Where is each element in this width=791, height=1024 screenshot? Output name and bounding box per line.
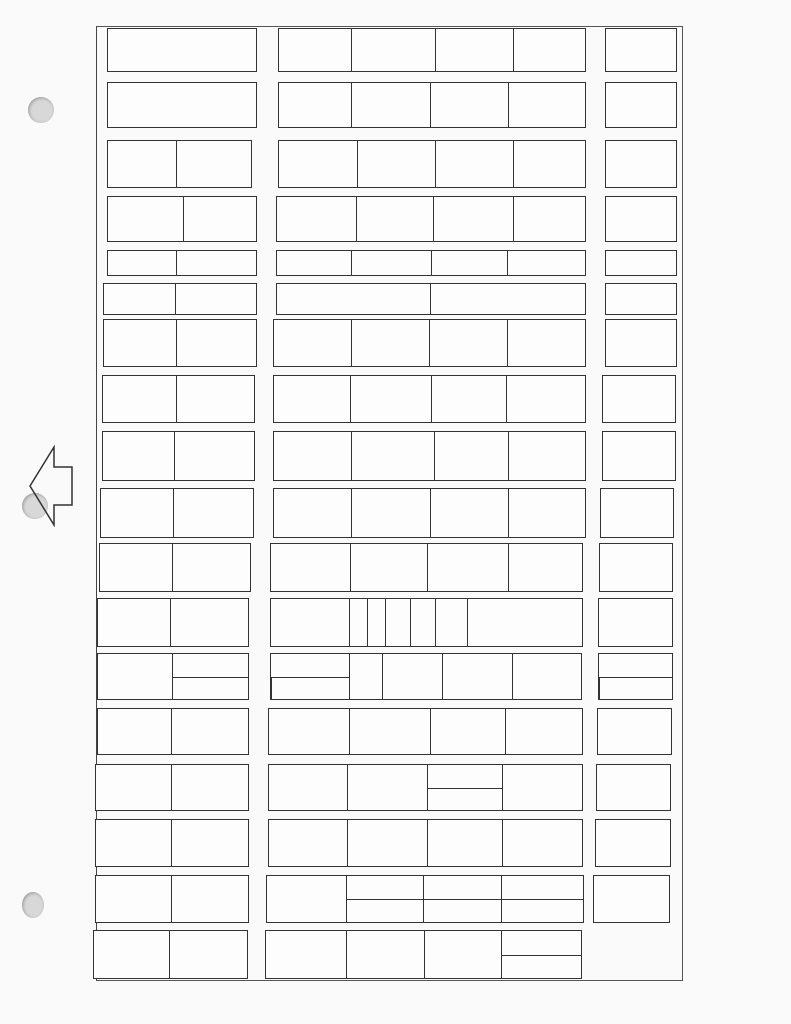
north-arrow-icon bbox=[28, 445, 76, 527]
burial-plot[interactable] bbox=[347, 765, 427, 810]
burial-plot[interactable] bbox=[274, 432, 351, 480]
plot-block bbox=[605, 196, 677, 242]
plot-block bbox=[597, 708, 672, 755]
plot-block bbox=[273, 488, 586, 538]
plot-block bbox=[265, 930, 582, 979]
burial-plot[interactable] bbox=[427, 765, 502, 788]
plot-block bbox=[605, 28, 677, 72]
burial-plot[interactable] bbox=[599, 654, 672, 677]
burial-plot[interactable] bbox=[606, 83, 676, 127]
plot-block bbox=[593, 875, 670, 923]
burial-plot[interactable] bbox=[104, 284, 175, 314]
plot-block bbox=[278, 82, 586, 128]
plot-block bbox=[270, 598, 583, 647]
burial-plot[interactable] bbox=[435, 141, 513, 187]
burial-plot[interactable] bbox=[351, 432, 434, 480]
plot-block bbox=[270, 543, 583, 592]
burial-plot[interactable] bbox=[606, 197, 676, 241]
plot-block bbox=[100, 488, 254, 538]
burial-plot[interactable] bbox=[170, 599, 248, 646]
burial-plot[interactable] bbox=[606, 284, 676, 314]
plot-block bbox=[273, 375, 586, 423]
burial-plot[interactable] bbox=[171, 820, 248, 866]
burial-plot[interactable] bbox=[597, 765, 670, 810]
burial-plot[interactable] bbox=[346, 876, 423, 899]
plot-block bbox=[268, 819, 583, 867]
plot-block bbox=[266, 875, 584, 923]
burial-plot[interactable] bbox=[431, 376, 506, 422]
plot-block bbox=[107, 196, 257, 242]
punch-hole bbox=[28, 97, 54, 123]
burial-plot[interactable] bbox=[350, 376, 431, 422]
burial-plot[interactable] bbox=[594, 876, 669, 922]
burial-plot[interactable] bbox=[269, 709, 349, 754]
burial-plot[interactable] bbox=[433, 197, 513, 241]
plot-block bbox=[273, 431, 586, 481]
burial-plot[interactable] bbox=[271, 599, 349, 646]
burial-plot[interactable] bbox=[502, 820, 582, 866]
plot-block bbox=[273, 319, 586, 367]
burial-plot[interactable] bbox=[267, 876, 346, 922]
plot-block bbox=[102, 431, 255, 481]
burial-plot[interactable] bbox=[176, 251, 256, 275]
plot-block bbox=[278, 28, 586, 72]
plot-block bbox=[598, 653, 673, 700]
plot-block bbox=[605, 319, 677, 367]
plot-block bbox=[103, 319, 257, 367]
plot-block bbox=[107, 28, 257, 72]
burial-plot[interactable] bbox=[176, 141, 251, 187]
burial-plot[interactable] bbox=[96, 876, 171, 922]
plot-block bbox=[276, 196, 586, 242]
burial-plot[interactable] bbox=[506, 376, 585, 422]
burial-plot[interactable] bbox=[603, 432, 675, 480]
burial-plot[interactable] bbox=[174, 432, 254, 480]
burial-plot[interactable] bbox=[100, 544, 172, 591]
burial-plot[interactable] bbox=[351, 29, 435, 71]
burial-plot[interactable] bbox=[279, 83, 351, 127]
burial-plot[interactable] bbox=[269, 765, 347, 810]
burial-plot[interactable] bbox=[501, 955, 581, 979]
burial-plot[interactable] bbox=[513, 29, 585, 71]
burial-plot[interactable] bbox=[424, 931, 501, 978]
burial-plot[interactable] bbox=[173, 489, 253, 537]
north-arrow bbox=[28, 445, 76, 531]
burial-plot[interactable] bbox=[429, 320, 507, 366]
plot-block bbox=[97, 598, 249, 647]
burial-plot[interactable] bbox=[349, 599, 367, 646]
burial-plot[interactable] bbox=[172, 677, 248, 700]
burial-plot[interactable] bbox=[266, 931, 346, 978]
burial-plot[interactable] bbox=[351, 251, 431, 275]
burial-plot[interactable] bbox=[508, 489, 585, 537]
burial-plot[interactable] bbox=[513, 197, 585, 241]
burial-plot[interactable] bbox=[430, 83, 508, 127]
burial-plot[interactable] bbox=[606, 320, 676, 366]
burial-plot[interactable] bbox=[271, 544, 350, 591]
burial-plot[interactable] bbox=[507, 320, 585, 366]
burial-plot[interactable] bbox=[351, 489, 430, 537]
plot-block bbox=[596, 764, 671, 811]
burial-plot[interactable] bbox=[279, 141, 357, 187]
burial-plot[interactable] bbox=[271, 654, 349, 677]
burial-plot[interactable] bbox=[98, 709, 171, 754]
burial-plot[interactable] bbox=[442, 654, 512, 699]
burial-plot[interactable] bbox=[385, 599, 410, 646]
burial-plot[interactable] bbox=[431, 251, 507, 275]
plot-block bbox=[600, 488, 674, 538]
punch-hole bbox=[22, 892, 44, 918]
plot-block bbox=[107, 82, 257, 128]
plot-block bbox=[102, 375, 255, 423]
burial-plot[interactable] bbox=[508, 544, 582, 591]
burial-plot[interactable] bbox=[606, 141, 676, 187]
burial-plot[interactable] bbox=[108, 83, 256, 127]
burial-plot[interactable] bbox=[171, 876, 248, 922]
burial-plot[interactable] bbox=[501, 876, 583, 899]
burial-plot[interactable] bbox=[279, 29, 351, 71]
burial-plot[interactable] bbox=[94, 931, 169, 978]
burial-plot[interactable] bbox=[171, 709, 248, 754]
burial-plot[interactable] bbox=[367, 599, 385, 646]
burial-plot[interactable] bbox=[176, 376, 254, 422]
burial-plot[interactable] bbox=[176, 320, 256, 366]
burial-plot[interactable] bbox=[598, 709, 671, 754]
burial-plot[interactable] bbox=[501, 899, 583, 922]
burial-plot[interactable] bbox=[601, 489, 673, 537]
burial-plot[interactable] bbox=[101, 489, 173, 537]
burial-plot[interactable] bbox=[172, 654, 248, 677]
plot-block bbox=[276, 250, 586, 276]
plot-block bbox=[268, 764, 583, 811]
burial-plot[interactable] bbox=[505, 709, 582, 754]
plot-block bbox=[276, 283, 586, 315]
burial-plot[interactable] bbox=[98, 599, 170, 646]
plot-block bbox=[99, 543, 251, 592]
burial-plot[interactable] bbox=[277, 284, 430, 314]
burial-plot[interactable] bbox=[346, 899, 423, 922]
burial-plot[interactable] bbox=[467, 599, 582, 646]
plot-block bbox=[270, 653, 582, 700]
plot-block bbox=[268, 708, 583, 755]
burial-plot[interactable] bbox=[435, 29, 513, 71]
plot-block bbox=[602, 375, 676, 423]
plot-block bbox=[107, 140, 252, 188]
burial-plot[interactable] bbox=[435, 599, 467, 646]
plot-block bbox=[605, 140, 677, 188]
burial-plot[interactable] bbox=[351, 320, 429, 366]
burial-plot[interactable] bbox=[183, 197, 256, 241]
plot-block bbox=[595, 819, 671, 867]
plot-block bbox=[97, 708, 249, 755]
burial-plot[interactable] bbox=[103, 376, 176, 422]
burial-plot[interactable] bbox=[346, 931, 424, 978]
burial-plot[interactable] bbox=[103, 432, 174, 480]
burial-plot[interactable] bbox=[430, 489, 508, 537]
burial-plot[interactable] bbox=[104, 320, 176, 366]
plot-block bbox=[95, 764, 249, 811]
burial-plot[interactable] bbox=[599, 677, 672, 700]
plot-block bbox=[93, 930, 248, 979]
plot-block bbox=[107, 250, 257, 276]
burial-plot[interactable] bbox=[382, 654, 442, 699]
burial-plot[interactable] bbox=[603, 376, 675, 422]
plot-block bbox=[278, 140, 586, 188]
burial-plot[interactable] bbox=[108, 141, 176, 187]
burial-plot[interactable] bbox=[434, 432, 508, 480]
burial-plot[interactable] bbox=[96, 820, 171, 866]
burial-plot[interactable] bbox=[596, 820, 670, 866]
burial-plot[interactable] bbox=[356, 197, 433, 241]
burial-plot[interactable] bbox=[427, 820, 502, 866]
burial-plot[interactable] bbox=[501, 931, 581, 955]
burial-plot[interactable] bbox=[430, 284, 585, 314]
plot-block bbox=[95, 819, 249, 867]
burial-plot[interactable] bbox=[351, 83, 430, 127]
plot-block bbox=[605, 283, 677, 315]
burial-plot[interactable] bbox=[269, 820, 347, 866]
burial-plot[interactable] bbox=[507, 251, 585, 275]
burial-plot[interactable] bbox=[349, 654, 382, 699]
plot-block bbox=[605, 250, 677, 276]
burial-plot[interactable] bbox=[357, 141, 435, 187]
burial-plot[interactable] bbox=[606, 251, 676, 275]
burial-plot[interactable] bbox=[423, 876, 501, 899]
burial-plot[interactable] bbox=[108, 197, 183, 241]
burial-plot[interactable] bbox=[606, 29, 676, 71]
plot-block bbox=[95, 875, 249, 923]
burial-plot[interactable] bbox=[599, 599, 672, 646]
burial-plot[interactable] bbox=[169, 931, 247, 978]
plot-block bbox=[605, 82, 677, 128]
burial-plot[interactable] bbox=[410, 599, 435, 646]
burial-plot[interactable] bbox=[508, 83, 585, 127]
burial-plot[interactable] bbox=[108, 251, 176, 275]
burial-plot[interactable] bbox=[96, 765, 171, 810]
plot-block bbox=[103, 283, 257, 315]
burial-plot[interactable] bbox=[172, 544, 250, 591]
burial-plot[interactable] bbox=[513, 141, 585, 187]
burial-plot[interactable] bbox=[349, 709, 430, 754]
burial-plot[interactable] bbox=[274, 376, 350, 422]
plot-block bbox=[598, 598, 673, 647]
burial-plot[interactable] bbox=[512, 654, 581, 699]
burial-plot[interactable] bbox=[271, 677, 349, 700]
burial-plot[interactable] bbox=[427, 788, 502, 811]
burial-plot[interactable] bbox=[502, 765, 582, 810]
burial-plot[interactable] bbox=[108, 29, 256, 71]
burial-plot[interactable] bbox=[277, 197, 356, 241]
plot-block bbox=[97, 653, 249, 700]
burial-plot[interactable] bbox=[274, 320, 351, 366]
burial-plot[interactable] bbox=[350, 544, 427, 591]
plot-block bbox=[602, 431, 676, 481]
burial-plot[interactable] bbox=[430, 709, 505, 754]
burial-plot[interactable] bbox=[508, 432, 585, 480]
burial-plot[interactable] bbox=[347, 820, 427, 866]
plot-block bbox=[599, 543, 673, 592]
burial-plot[interactable] bbox=[171, 765, 248, 810]
burial-plot[interactable] bbox=[274, 489, 351, 537]
burial-plot[interactable] bbox=[277, 251, 351, 275]
burial-plot[interactable] bbox=[98, 654, 172, 699]
burial-plot[interactable] bbox=[427, 544, 508, 591]
burial-plot[interactable] bbox=[175, 284, 256, 314]
burial-plot[interactable] bbox=[423, 899, 501, 922]
burial-plot[interactable] bbox=[600, 544, 672, 591]
